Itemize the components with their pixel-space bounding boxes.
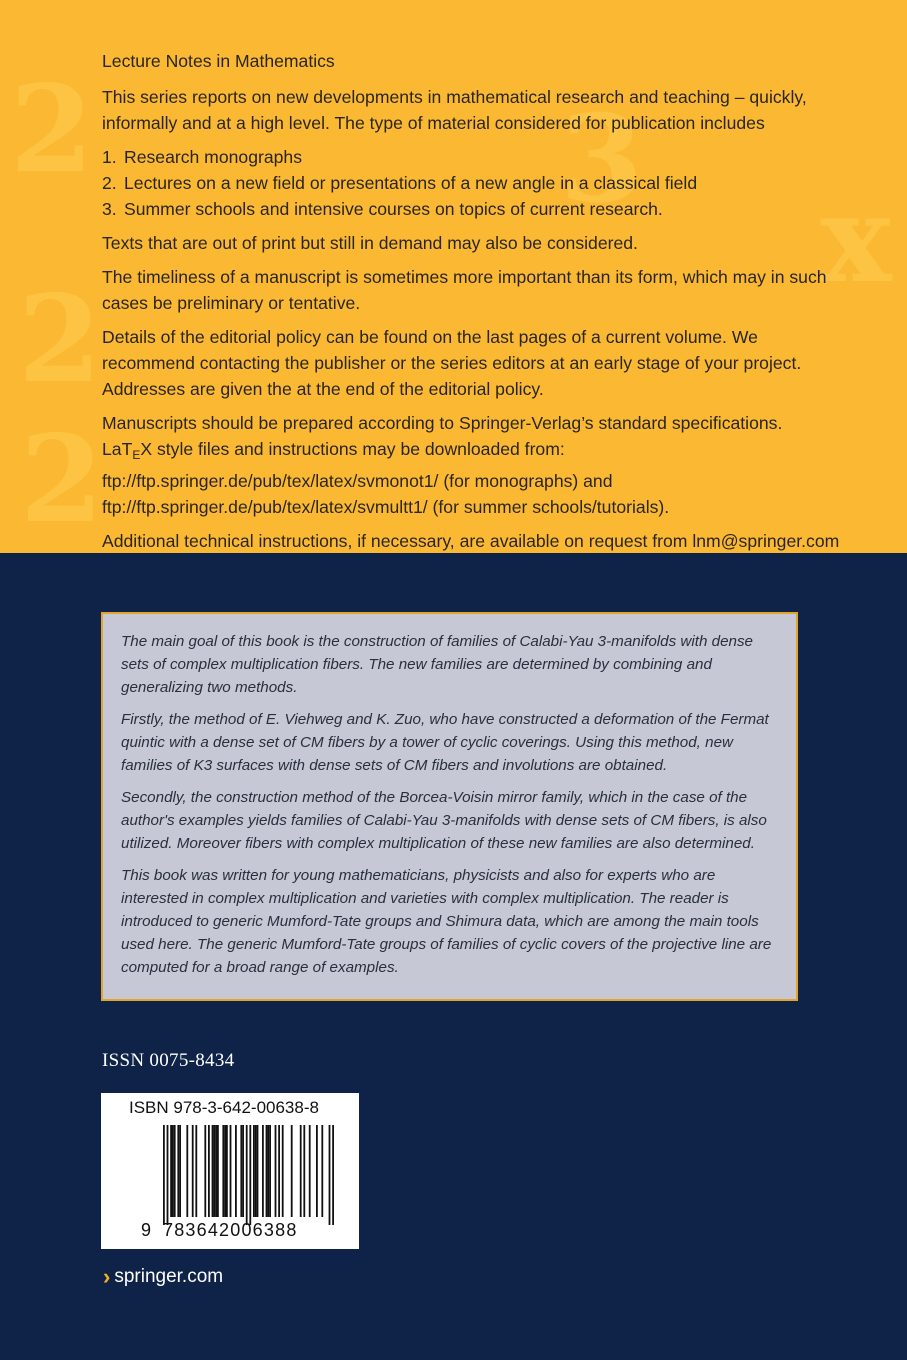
barcode-bar [240, 1125, 242, 1217]
series-intro: This series reports on new developments in mathematical research and teaching – quickly, informally and at a high level. The type of material considered for publication includes [102, 87, 807, 133]
latex-logo: LaT$_E$ [102, 439, 141, 462]
barcode-bar [255, 1125, 257, 1217]
barcode-bar [170, 1125, 172, 1217]
out-of-print-paragraph: Texts that are out of print but still in demand may also be considered. [102, 233, 638, 253]
barcode-bar [242, 1125, 244, 1217]
barcode-bar [230, 1125, 232, 1217]
barcode-bar [321, 1125, 323, 1217]
barcode-bar [246, 1125, 248, 1225]
series-info-panel [0, 0, 907, 553]
barcode-bar [224, 1125, 226, 1217]
barcode-bar [192, 1125, 194, 1217]
additional-instructions-paragraph: Additional technical instructions, if necessary, are available on request from lnm@springer.com [102, 531, 840, 551]
abstract-paragraph: Secondly, the construction method of the Borcea-Voisin mirror family, which in the case of the author's examples yields families of Calabi-Yau 3-manifolds with dense sets of CM fibers, is also utilized. Moreover fibers with complex multiplication of these new families are also determined. [121, 789, 767, 852]
springer-site-label: springer.com [114, 1266, 224, 1287]
abstract-paragraph: The main goal of this book is the construction of families of Calabi-Yau 3-manifolds with dense sets of complex multiplication fibers. The new families are determined by combining and generalizing two methods. [121, 633, 754, 696]
barcode-bar [332, 1125, 334, 1225]
barcode-bar [204, 1125, 206, 1217]
issn-label: ISSN 0075-8434 [102, 1050, 235, 1071]
barcode-bar [212, 1125, 214, 1217]
background-numeral: 2 [10, 59, 94, 200]
barcode-bar [208, 1125, 210, 1217]
background-numeral: x [820, 169, 892, 310]
list-item: 2. Lectures on a new field or presentations of a new angle in a classical field [102, 173, 698, 193]
series-text [102, 48, 842, 553]
barcode-bar [253, 1125, 255, 1217]
barcode-bar [249, 1125, 251, 1225]
barcode-bar [266, 1125, 268, 1217]
abstract-paragraph: This book was written for young mathematicians, physicists and also for experts who are interested in complex multiplication and varieties with complex multiplication. The reader is introduced to generic Mumford-Tate groups and Shimura data, which are among the main tools used here. The generic Mumford-Tate groups of families of cyclic covers of the projective line are computed for a broad range of examples. [121, 867, 772, 976]
barcode-bar [303, 1125, 305, 1217]
barcode-bar [329, 1125, 331, 1225]
background-numeral: 3 [560, 89, 644, 230]
barcode-bar [226, 1125, 228, 1217]
barcode-bar [167, 1125, 169, 1225]
isbn-label: ISBN 978-3-642-00638-8 [129, 1098, 319, 1117]
timeliness-paragraph: The timeliness of a manuscript is sometimes more important than its form, which may in such cases be preliminary or tentative. [102, 267, 827, 313]
barcode-bar [222, 1125, 224, 1217]
barcode-bar [177, 1125, 179, 1217]
barcode-bar [215, 1125, 217, 1217]
abstract-paragraph: Firstly, the method of E. Viehweg and K. Zuo, who have constructed a deformation of the Fermat quintic with a dense set of CM fibers by a tower of cyclic coverings. Using this method, new families of K3 surfaces with dense sets of CM fibers and involutions are obtained. [121, 711, 769, 774]
ftp-link-monographs[interactable]: ftp://ftp.springer.de/pub/tex/latex/svmonot1/ (for monographs) and [102, 471, 613, 491]
barcode-bar [278, 1125, 280, 1217]
barcode-bar [217, 1125, 219, 1217]
barcode-bar [275, 1125, 277, 1217]
barcode-bar [186, 1125, 188, 1217]
ftp-link-summer-schools[interactable]: ftp://ftp.springer.de/pub/tex/latex/svmultt1/ (for summer schools/tutorials). [102, 497, 670, 517]
barcode-bar [163, 1125, 165, 1225]
barcode-bar [174, 1125, 176, 1217]
manuscripts-paragraph: Manuscripts should be prepared according to Springer-Verlag’s standard specifications. LaT$_E$X style files and instructions may be downloaded from: ftp://ftp.springer.de/pub/tex/latex/svmonot1/ (for monographs) and ftp://ftp.springer.de/pub/tex/latex/svmultt1/ (for summer schools/tutorials). [102, 413, 783, 517]
barcode-bar [257, 1125, 259, 1217]
barcode-bar [291, 1125, 293, 1217]
barcode-first-digit: 9 [141, 1220, 153, 1240]
material-list [102, 144, 842, 222]
barcode-bar [179, 1125, 181, 1217]
barcode-bar [172, 1125, 174, 1217]
isbn-barcode [101, 1093, 359, 1249]
barcode-bar [282, 1125, 284, 1217]
springer-link[interactable] [103, 1266, 223, 1288]
barcode-bar [309, 1125, 311, 1217]
barcode-bar [213, 1125, 215, 1217]
barcode-bar [267, 1125, 269, 1217]
background-numeral: 2 [18, 269, 102, 410]
barcode-bar [269, 1125, 271, 1217]
barcode-bar [262, 1125, 264, 1217]
list-item: 1. Research monographs [102, 147, 302, 167]
barcode-digits: 783642006388 [163, 1220, 298, 1240]
series-title: Lecture Notes in Mathematics [102, 51, 335, 71]
barcode-bar [316, 1125, 318, 1217]
barcode-bar [195, 1125, 197, 1217]
book-abstract [101, 612, 798, 1001]
barcode-bar [235, 1125, 237, 1217]
background-numeral: 2 [20, 409, 104, 550]
editorial-policy-paragraph: Details of the editorial policy can be found on the last pages of a current volume. We recommend contacting the publisher or the series editors at an early stage of your project. Addresses are given the at the end of the editorial policy. [102, 327, 802, 399]
barcode-bar [300, 1125, 302, 1217]
chevron-right-icon: › [103, 1264, 111, 1289]
list-item: 3. Summer schools and intensive courses on topics of current research. [102, 199, 663, 219]
